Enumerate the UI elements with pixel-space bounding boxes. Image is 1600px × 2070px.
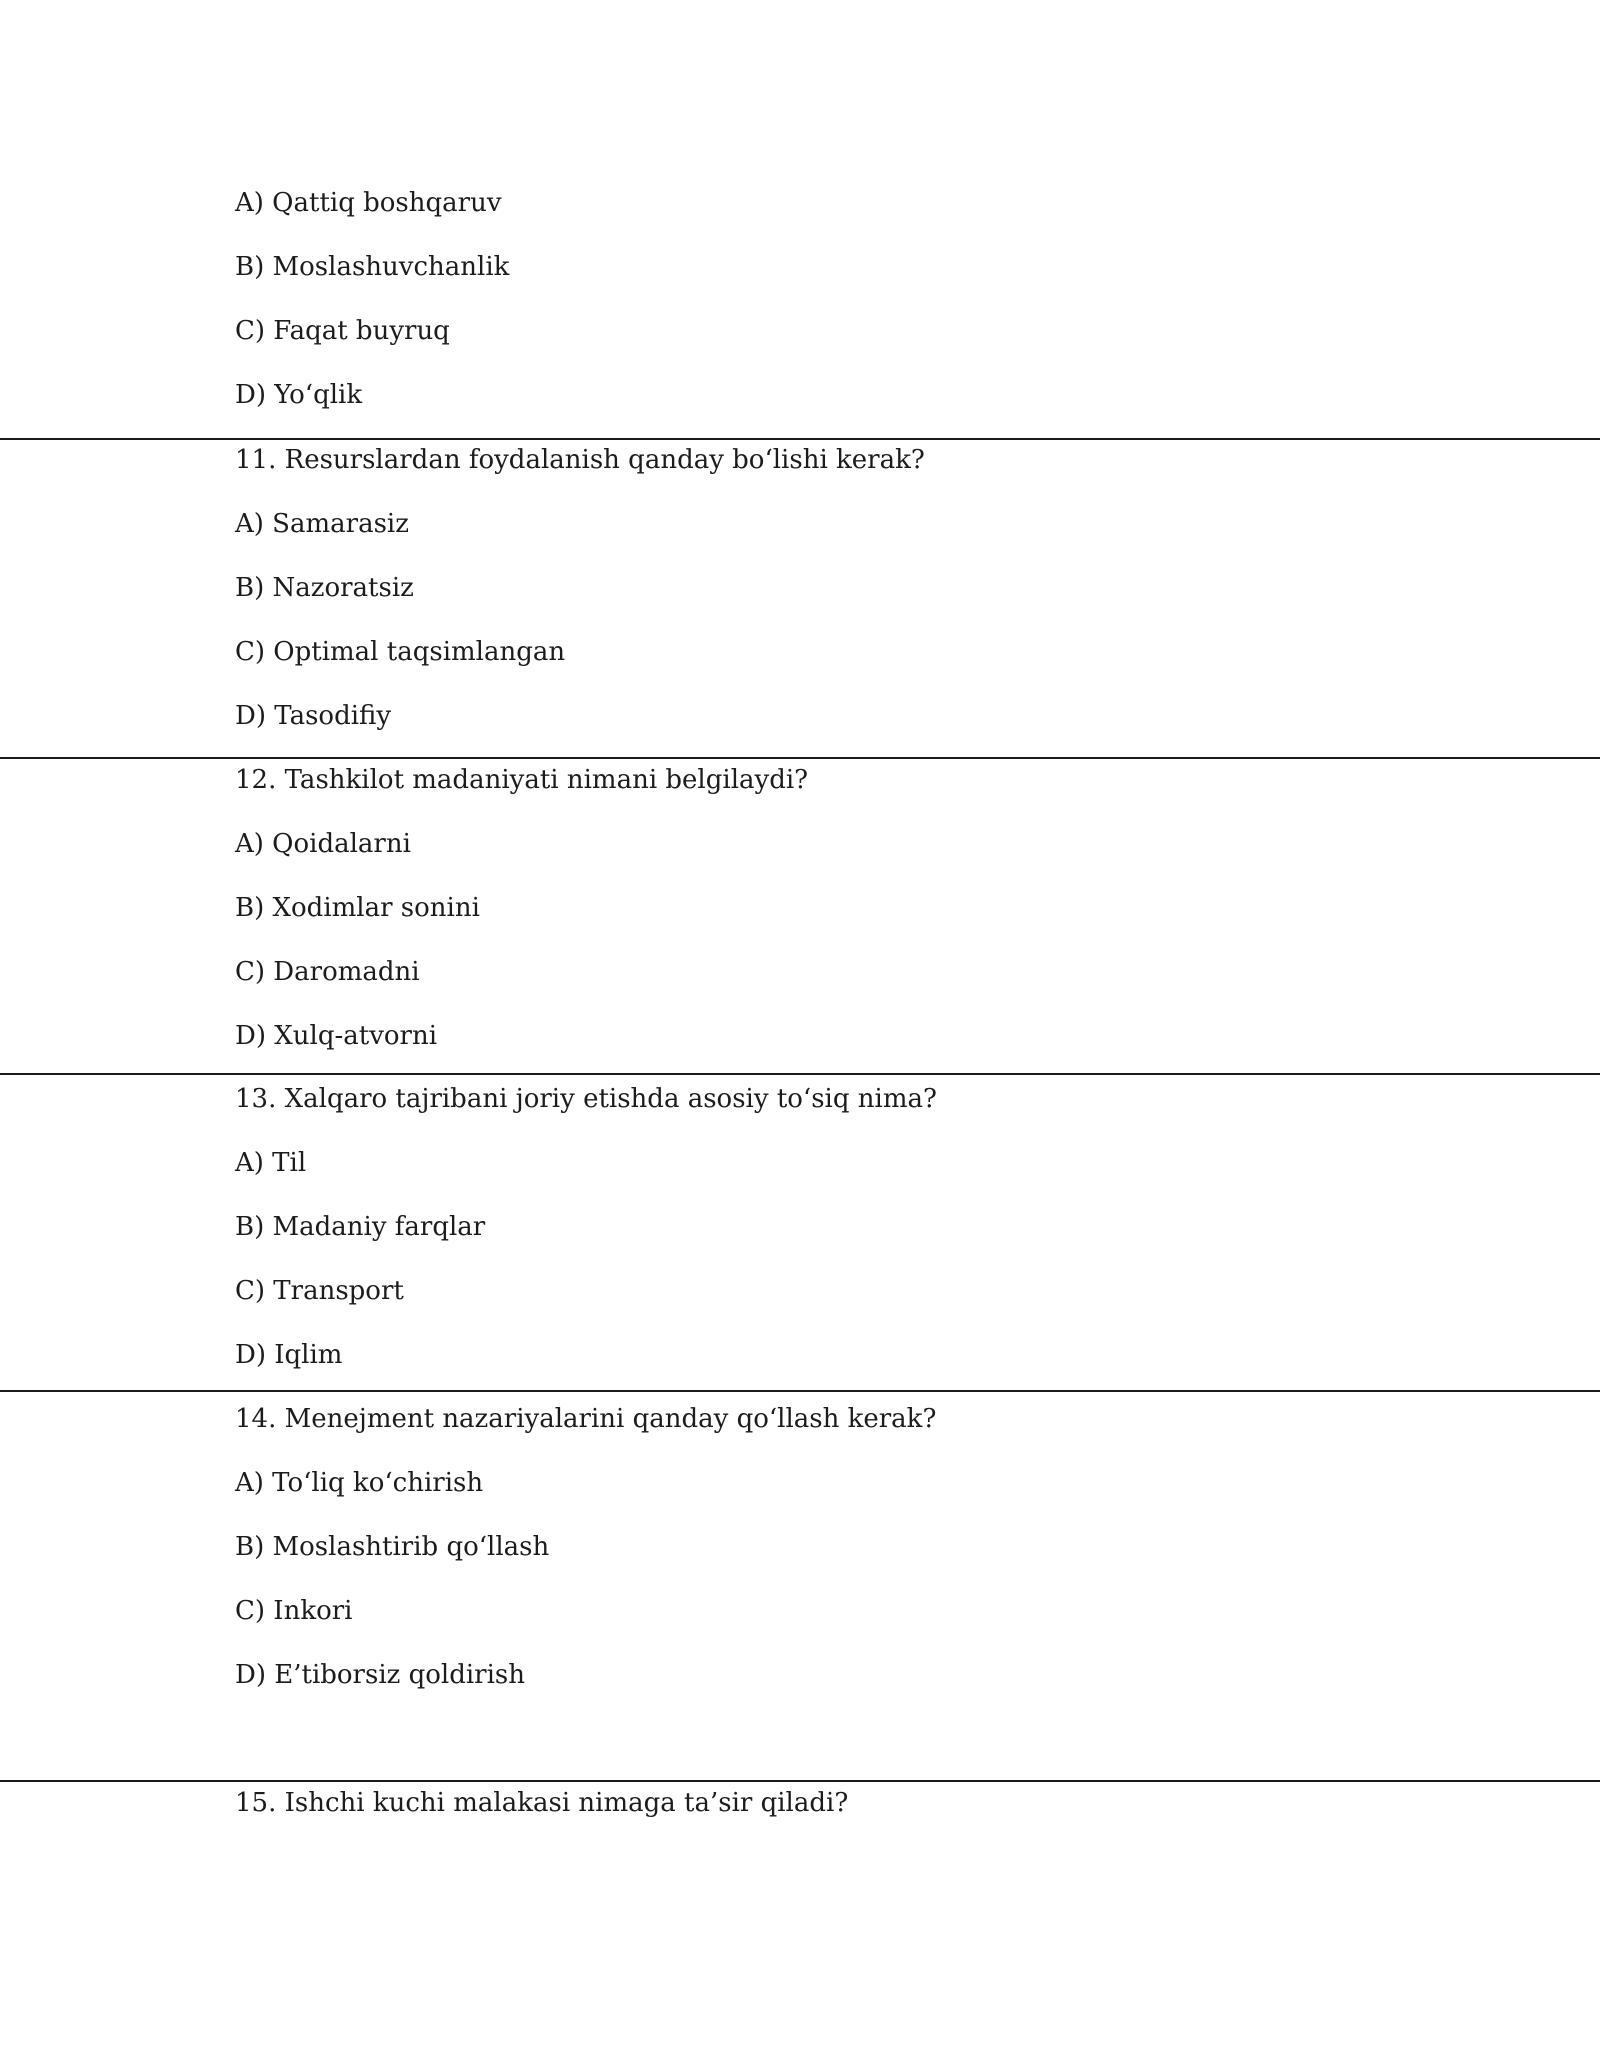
option-a: A) Til [235, 1148, 307, 1178]
option-c: C) Transport [235, 1276, 404, 1306]
option-c: C) Optimal taqsimlangan [235, 637, 566, 667]
divider [0, 438, 1600, 440]
question-14: 14. Menejment nazariyalarini qanday qo‘llash kerak? [235, 1404, 937, 1434]
option-d: D) Yo‘qlik [235, 380, 363, 410]
option-a: A) To‘liq ko‘chirish [235, 1468, 484, 1498]
divider [0, 757, 1600, 759]
option-b: B) Madaniy farqlar [235, 1212, 486, 1242]
question-11: 11. Resurslardan foydalanish qanday bo‘lishi kerak? [235, 445, 925, 475]
option-d: D) Xulq-atvorni [235, 1021, 438, 1051]
question-13: 13. Xalqaro tajribani joriy etishda asosiy to‘siq nima? [235, 1084, 937, 1114]
divider [0, 1390, 1600, 1392]
option-c: C) Daromadni [235, 957, 420, 987]
question-15: 15. Ishchi kuchi malakasi nimaga ta’sir qiladi? [235, 1788, 849, 1818]
option-d: D) Tasodifiy [235, 701, 392, 731]
divider [0, 1073, 1600, 1075]
option-b: B) Nazoratsiz [235, 573, 414, 603]
option-c: C) Inkori [235, 1596, 353, 1626]
option-d: D) E’tiborsiz qoldirish [235, 1660, 526, 1690]
question-12: 12. Tashkilot madaniyati nimani belgilaydi? [235, 765, 809, 795]
option-b: B) Xodimlar sonini [235, 893, 480, 923]
option-b: B) Moslashuvchanlik [235, 252, 510, 282]
option-d: D) Iqlim [235, 1340, 343, 1370]
option-a: A) Samarasiz [235, 509, 409, 539]
option-a: A) Qattiq boshqaruv [235, 188, 502, 218]
divider [0, 1780, 1600, 1782]
option-c: C) Faqat buyruq [235, 316, 450, 346]
option-a: A) Qoidalarni [235, 829, 411, 859]
option-b: B) Moslashtirib qo‘llash [235, 1532, 550, 1562]
